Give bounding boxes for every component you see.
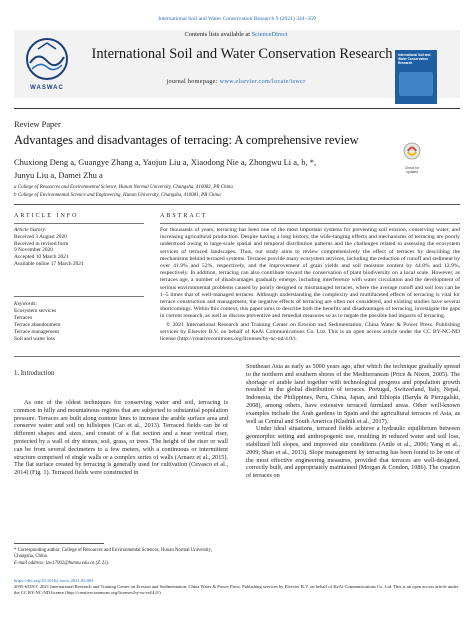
history-item: Available online 17 March 2021 [14, 260, 84, 267]
abstract-copyright: © 2021 International Research and Training Center on Erosion and Sedimentation, China Water & Power Press. Publishing services by Elsevier B.V. on behalf of KeAi Communications Co. Ltd. This is an open access article under the CC BY-NC-ND license (http://creativecommons.org/licenses/by-nc-nd/4.0/). [160, 321, 460, 343]
journal-cover-image [395, 50, 437, 104]
journal-title: International Soil and Water Conservation Research [91, 46, 393, 62]
abstract-section-header [160, 213, 460, 224]
corresponding-author-footnote [14, 548, 228, 567]
journal-citation-link[interactable]: International Soil and Water Conservation Research 9 (2021) 344–359 [158, 16, 316, 22]
article-history [14, 227, 144, 268]
history-item: Received 3 August 2020 [14, 233, 67, 240]
check-updates-icon [400, 141, 424, 161]
intro-paragraph: As one of the oldest techniques for conserving water and soil, terracing is common in hilly and mountainous regions that are subjected to substantial population pressure. Terraces are built along contour lines to increase the arable surface area and conserve water and soil on hillslopes (Cao et al., 2013). Terraced fields can be of different shapes and sizes, and consist of a flat section and a near vertical riser, protected by a wall of dry stones, soil, grass, or trees. The height of the riser or wall can be from several decimeters to a few meters, with a continuous or intermittent structure comprised of single walls or a complex series of walls (Arnaez et al., 2015). The flat surface created by terracing is generally used for cultivation (Cevasco et al., 2014) (Fig. 1). Terraced fields were constructed in [14, 399, 228, 477]
article-type: Review Paper [14, 120, 61, 129]
journal-banner [14, 30, 460, 98]
keyword: Terrace abandonment [14, 322, 61, 328]
intro-paragraph: Under ideal situations, terraced fields achieve a hydraulic equilibrium between geomorphic setting and anthropogenic use, resulting in reduced water and soil loss, stabilized hill slopes, and improved site conditions (Antle et al., 2006; Yang et al., 2009; Shao et al., 2013). Slope management by terracing has been found to be one of the most effective engineering measures, provided that terraces are well-designed, correctly built, and appropriately maintained (Morgan & Condon, 1986). The creation of terraces on [246, 425, 460, 480]
affiliation-a: a College of Resources and Environmental Science, Hunan Normal University, Changsha, 410082, PR China [14, 185, 233, 190]
keywords-rule [14, 296, 144, 297]
authors-line-1: Chuxiong Deng a, Guangye Zhang a, Yaojun Liu a, Xiaodong Nie a, Zhongwu Li a, b, *, [14, 157, 317, 167]
header-rule [14, 108, 460, 109]
intro-column-right [246, 363, 460, 480]
check-for-updates-button[interactable] [400, 141, 424, 174]
keywords-block [14, 296, 144, 343]
article-info-section [14, 213, 144, 224]
authors-line-2: Junyu Liu a, Damei Zhu a [14, 170, 103, 180]
keyword: Ecosystem services [14, 308, 57, 314]
article-info-rule [14, 223, 144, 224]
footnote-rule [14, 543, 104, 544]
homepage-prefix: journal homepage: [166, 78, 220, 85]
doi-link[interactable]: https://doi.org/10.1016/j.iswcr.2021.03.002 [14, 578, 94, 583]
history-item: Received in revised form [14, 240, 69, 247]
homepage-line [86, 78, 386, 85]
sciencedirect-link[interactable]: ScienceDirect [251, 31, 288, 38]
check-updates-label: Check for updates [404, 166, 420, 174]
footnote-email: E-mail address: lzw17002@hunnu.edu.cn (Z. Li). [14, 560, 110, 566]
abstract-body [160, 227, 460, 343]
abstract-text: For thousands of years, terracing has been one of the most important systems for preventing soil erosion, conserving water, and increasing agricultural production. Despite having a long history, the wide-ranging effects and mechanisms of terracing are poorly understood owing to large-scale spatial and temporal distribution patterns and the challenges related to assessing the ecosystem services of terraced landscapes. Thus, our study aims to review comprehensively the effect of terraces by describing the mechanisms behind terraced systems. Terraces provide many ecosystem services, including the reduction of runoff and sediment by over 41.9% and 52%, respectively, and the improvement of grain yields and soil moisture content by 44.8% and 12.9%, respectively. In addition, terracing can also contribute toward the conservation of plant biodiversity on a local scale. However, as terraces age, a number of disadvantages gradually emerge, including interference with water circulation and the development of serious environmental problems caused by poorly designed or mismanaged terraces, where the average runoff and soil loss can be 1–5 times that of well-managed terraces. Although understanding the complexity and multifaceted effects of terracing is vital for terrace construction and management, the negative effects of terracing are often not considered, and existing studies have several shortcomings. Within this context, this paper aims to describe both the benefits and disadvantages of terracing, investigate the gaps in current research, as well as discuss preventive and remedial measures so as to negate the possible bad impacts of terracing. [160, 227, 460, 320]
keywords-label: Keywords: [14, 301, 38, 307]
contents-line [86, 31, 386, 38]
logo-text: WASWAC [30, 85, 64, 91]
history-label: Article history: [14, 227, 47, 233]
affiliation-rule [14, 204, 460, 205]
introduction-heading: 1. Introduction [14, 370, 55, 377]
history-item: 9 November 2020 [14, 247, 53, 254]
article-info-heading: ARTICLE INFO [14, 213, 79, 219]
intro-column-left [14, 399, 228, 477]
keyword: Terraces [14, 315, 33, 321]
history-item: Accepted 10 March 2021 [14, 254, 69, 261]
contents-prefix: Contents lists available at [184, 31, 252, 38]
intro-paragraph: Southeast Asia as early as 5000 years ago, after which the technique gradually spread to the northern and southern shores of the Mediterranean (Price & Nixon, 2005). The shortage of arable land together with technological progress and population growth resulted in the global distribution of terraces. Portugal, Switzerland, Italy, Nepal, Indonesia, the Philippines, Peru, China, Japan, and Ethiopia (Baryła & Pierzgalski, 2008), among others, have extensive terraced farmland areas. Other well-known examples include the Arab gardens in Spain and the agricultural terraces of Asia, as well as Central and South America (Kladnik et al., 2017). [246, 363, 460, 425]
keyword: Soil and water loss [14, 336, 55, 342]
affiliation-b: b College of Environmental Science and Engineering, Hunan University, Changsha, 410081, PR China [14, 192, 221, 198]
abstract-end-rule [14, 356, 460, 357]
abstract-rule [160, 223, 460, 224]
homepage-link[interactable]: www.elsevier.com/locate/iswcr [219, 78, 306, 85]
keyword: Terrace management [14, 329, 59, 335]
affiliations [14, 184, 394, 199]
abstract-heading: ABSTRACT [160, 213, 208, 219]
article-title: Advantages and disadvantages of terracing: A comprehensive review [14, 133, 359, 147]
footnote-author: * Corresponding author. College of Resources and Environmental Sciences, Hunan Normal University, Changsha, China. [14, 548, 212, 560]
license-notice: 2095-6339/© 2021 International Research and Training Center on Erosion and Sedimentation, China Water & Power Press. Publishing services by Elsevier B.V. on behalf of KeAi Communications Co. Ltd. This is an open access article under the CC BY-NC-ND license (http://creativecommons.org/licenses/by-nc-nd/4.0/). [14, 584, 459, 596]
author-list [14, 156, 394, 182]
page-footer [14, 578, 460, 597]
cover-title: International Soil and Water Conservation Research [398, 53, 431, 65]
waswac-logo [16, 33, 78, 95]
